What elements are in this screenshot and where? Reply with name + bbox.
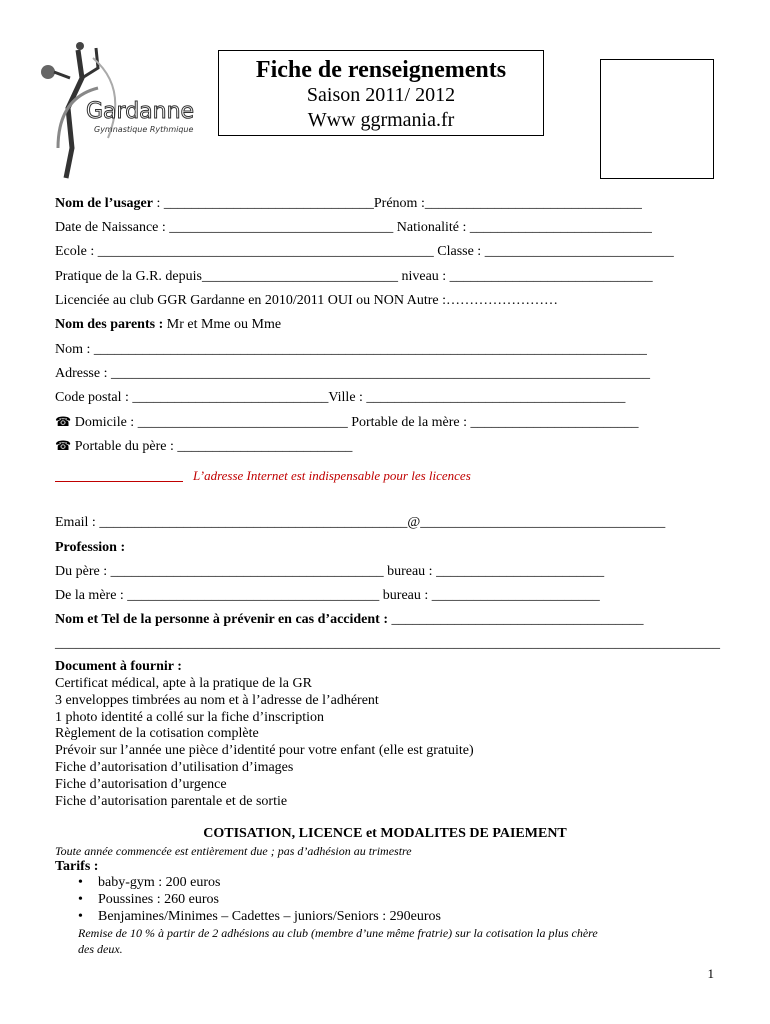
parents-line[interactable] [55,316,281,333]
nom-line[interactable]: Nom : _______________________________________________________________________________ [55,342,647,357]
tarifs-label: Tarifs : [55,859,99,874]
pratique-line[interactable]: Pratique de la G.R. depuis____________________________ niveau : _____________________________ [55,269,653,284]
document-item: 3 enveloppes timbrées au nom et à l’adresse de l’adhérent [55,693,379,708]
mere-line[interactable]: De la mère : ____________________________________ bureau : ________________________ [55,588,600,603]
title-box [218,50,544,136]
document-item: 1 photo identité a collé sur la fiche d’inscription [55,710,325,725]
document-item: Règlement de la cotisation complète [55,726,259,741]
document-item: Certificat médical, apte à la pratique de la GR [55,676,312,691]
usager-field[interactable]: : ______________________________Prénom :_______________________________ [153,196,642,211]
code-postal-line[interactable]: Code postal : ____________________________Ville : _____________________________________ [55,390,626,405]
usager-label: Nom de l’usager [55,196,153,211]
portable-pere-field[interactable]: Portable du père : _________________________ [71,439,353,454]
phone-icon: ☎ [55,414,72,429]
adresse-line[interactable]: Adresse : _____________________________________________________________________________ [55,366,650,381]
cotisation-title: COTISATION, LICENCE et MODALITES DE PAIEMENT [203,826,567,841]
profession-label: Profession : [55,540,126,555]
form-title: Fiche de renseignements [255,57,507,83]
phone-icon: ☎ [55,438,72,453]
svg-text:Gymnastique Rythmique: Gymnastique Rythmique [94,125,194,134]
tarif-item: • Benjamines/Minimes – Cadettes – juniors/Seniors : 290euros [78,909,441,924]
document-item: Fiche d’autorisation parentale et de sortie [55,794,288,809]
portable-pere-line[interactable] [55,437,352,455]
cotisation-note: Toute année commencée est entièrement due ; pas d’adhésion au trimestre [55,844,412,858]
usager-line[interactable] [55,195,642,212]
extra-line[interactable]: _______________________________________________________________________________________________ [55,636,720,651]
document-item: Fiche d’autorisation d’urgence [55,777,227,792]
season: Saison 2011/ 2012 [306,84,456,106]
tarif-item: • baby-gym : 200 euros [78,875,221,890]
svg-text:Gardanne: Gardanne [86,99,195,124]
document-item: Fiche d’autorisation d’utilisation d’images [55,760,294,775]
accident-field[interactable]: ____________________________________ [388,612,644,627]
parents-label: Nom des parents : [55,317,164,332]
accident-label: Nom et Tel de la personne à prévenir en cas d’accident : [55,612,388,627]
naissance-line[interactable]: Date de Naissance : ________________________________ Nationalité : __________________________ [55,220,652,235]
domicile-line[interactable] [55,413,639,431]
parents-options[interactable]: Mr et Mme ou Mme [163,317,282,332]
remise-line-1: Remise de 10 % à partir de 2 adhésions au club (membre d’une même fratrie) sur la cotisation la plus chère [78,926,598,940]
licence-line[interactable]: Licenciée au club GGR Gardanne en 2010/2011 OUI ou NON Autre :…………………… [55,293,558,308]
photo-box [600,59,714,179]
document-item: Prévoir sur l’année une pièce d’identité pour votre enfant (elle est gratuite) [55,743,474,758]
accident-line[interactable] [55,611,644,628]
website: Www ggrmania.fr [307,109,455,131]
domicile-field[interactable]: Domicile : ______________________________ Portable de la mère : ________________________ [71,415,639,430]
club-logo [38,38,210,180]
page-number: 1 [707,966,714,981]
tarif-item: • Poussines : 260 euros [78,892,219,907]
pere-line[interactable]: Du père : _______________________________________ bureau : ________________________ [55,564,605,579]
ecole-line[interactable]: Ecole : ________________________________________________ Classe : ___________________________ [55,244,674,259]
internet-note: L’adresse Internet est indispensable pour les licences [193,468,471,483]
email-line[interactable]: Email : ____________________________________________@___________________________________ [55,515,666,530]
red-rule [55,481,183,482]
remise-line-2: des deux. [78,942,123,956]
documents-title: Document à fournir : [55,659,182,674]
